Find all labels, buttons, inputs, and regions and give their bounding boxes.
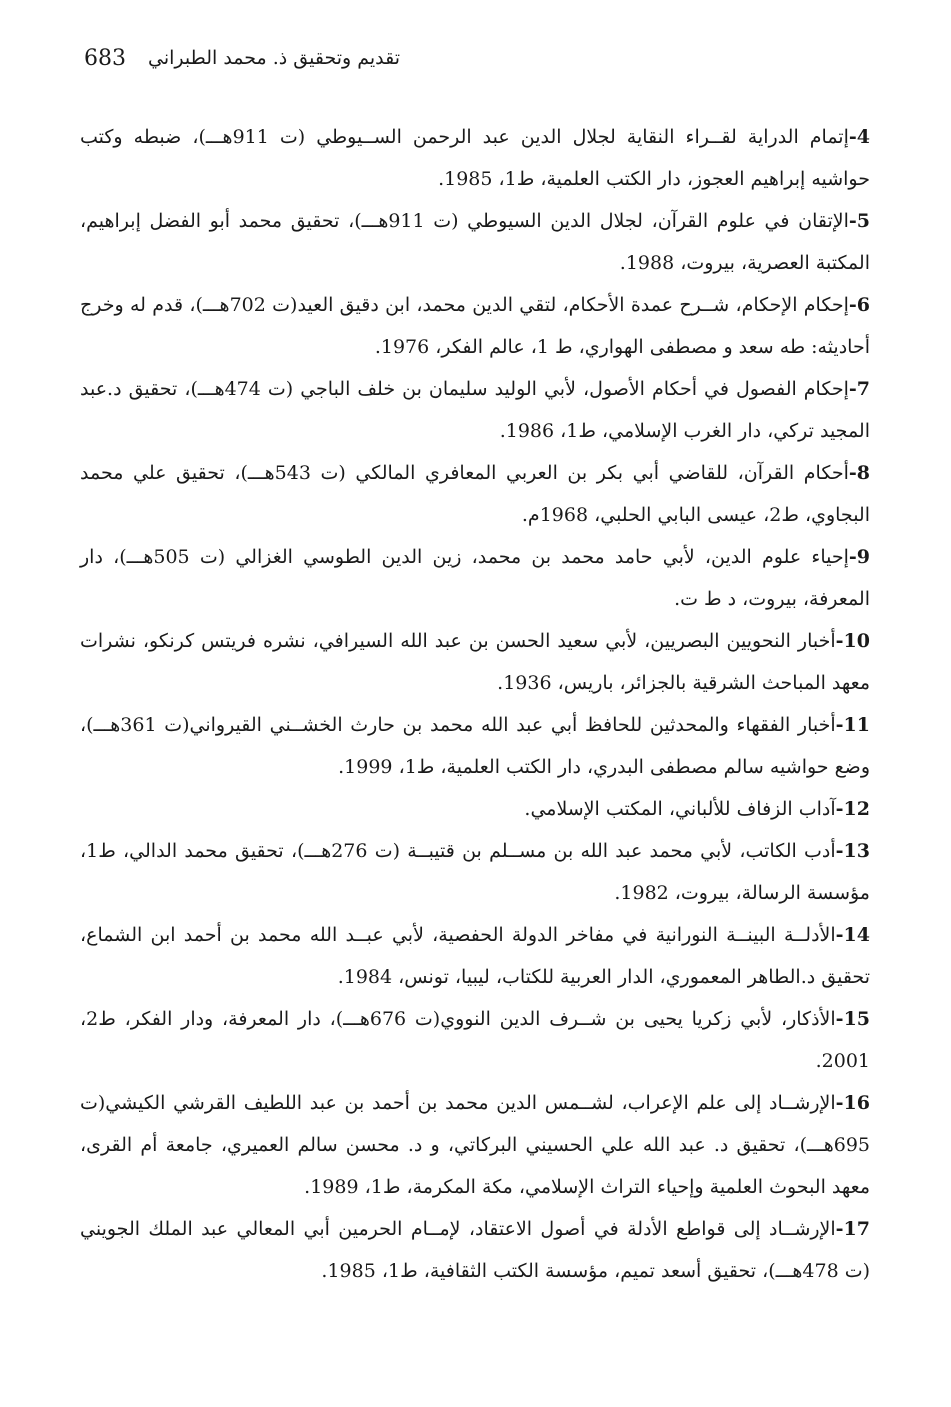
entry-number: 7- xyxy=(848,378,870,400)
bibliography-entry xyxy=(80,830,870,914)
bibliography-entry xyxy=(80,620,870,704)
bibliography-entry xyxy=(80,704,870,788)
page-header xyxy=(84,38,401,78)
bibliography-entry xyxy=(80,368,870,452)
bibliography-entry xyxy=(80,998,870,1082)
entry-text: إحياء علوم الدين، لأبي حامد محمد بن محمد، زين الدين الطوسي الغزالي (ت 505هـــ)، دار المعرفة، بيروت، د ط ت. xyxy=(80,546,870,610)
running-head: تقديم وتحقيق ذ. محمد الطبراني xyxy=(148,47,401,69)
entry-number: 10- xyxy=(835,630,870,652)
entry-number: 15- xyxy=(835,1008,871,1030)
bibliography-entry xyxy=(80,914,870,998)
entry-number: 6- xyxy=(848,294,870,316)
entry-text: الإرشــاد إلى علم الإعراب، لشــمس الدين محمد بن أحمد بن عبد اللطيف القرشي الكيشي(ت 695هـــ)، تحقيق د. عبد الله علي الحسيني البركاتي، و د. محسن سالم العميري، جامعة أم القرى، معهد البحوث العلمية وإحياء التراث الإسلامي، مكة المكرمة، ط1، 1989. xyxy=(80,1092,870,1198)
entry-text: الأذكار، لأبي زكريا يحيى بن شــرف الدين النووي(ت 676هـــ)، دار المعرفة، ودار الفكر، ط2، 2001. xyxy=(80,1008,870,1072)
page-number: 683 xyxy=(84,45,126,71)
bibliography-entry xyxy=(80,788,870,830)
bibliography-entry xyxy=(80,1082,870,1208)
entry-text: أدب الكاتب، لأبي محمد عبد الله بن مســلم بن قتيبــة (ت 276هـــ)، تحقيق محمد الدالي، ط1، مؤسسة الرسالة، بيروت، 1982. xyxy=(80,840,870,904)
bibliography-entry xyxy=(80,116,870,200)
bibliography-entry xyxy=(80,284,870,368)
entry-number: 11- xyxy=(835,714,870,736)
entry-number: 4- xyxy=(848,126,870,148)
entry-text: الإرشــاد إلى قواطع الأدلة في أصول الاعتقاد، لإمــام الحرمين أبي المعالي عبد الملك الجويني (ت 478هـــ)، تحقيق أسعد تميم، مؤسسة الكتب الثقافية، ط1، 1985. xyxy=(80,1218,870,1282)
entry-text: أحكام القرآن، للقاضي أبي بكر بن العربي المعافري المالكي (ت 543هـــ)، تحقيق علي محمد البجاوي، ط2، عيسى البابي الحلبي، 1968م. xyxy=(80,462,870,526)
bibliography-entry xyxy=(80,1208,870,1292)
entry-number: 16- xyxy=(835,1092,870,1114)
entry-number: 13- xyxy=(835,840,870,862)
entry-number: 14- xyxy=(835,924,870,946)
bibliography-entry xyxy=(80,536,870,620)
entry-text: إتمام الدراية لقــراء النقاية لجلال الدين عبد الرحمن الســيوطي (ت 911هـــ)، ضبطه وكتب حواشيه إبراهيم العجوز، دار الكتب العلمية، ط1، 1985. xyxy=(80,126,870,190)
entry-number: 12- xyxy=(835,798,870,820)
entry-text: آداب الزفاف للألباني، المكتب الإسلامي. xyxy=(524,798,836,820)
entry-text: الإتقان في علوم القرآن، لجلال الدين السيوطي (ت 911هـــ)، تحقيق محمد أبو الفضل إبراهيم، المكتبة العصرية، بيروت، 1988. xyxy=(80,210,870,274)
entry-text: الأدلــة البينــة النورانية في مفاخر الدولة الحفصية، لأبي عبــد الله محمد بن أحمد ابن الشماع، تحقيق د.الطاهر المعموري، الدار العربية للكتاب، ليبيا، تونس، 1984. xyxy=(80,924,870,988)
entry-number: 8- xyxy=(848,462,870,484)
bibliography-entry xyxy=(80,200,870,284)
bibliography-list xyxy=(80,116,870,1292)
entry-text: إحكام الفصول في أحكام الأصول، لأبي الوليد سليمان بن خلف الباجي (ت 474هـــ)، تحقيق د.عبد المجيد تركي، دار الغرب الإسلامي، ط1، 1986. xyxy=(80,378,870,442)
entry-text: أخبار النحويين البصريين، لأبي سعيد الحسن بن عبد الله السيرافي، نشره فريتس كرنكو، نشرات معهد المباحث الشرقية بالجزائر، باريس، 1936. xyxy=(80,630,870,694)
entry-number: 5- xyxy=(848,210,870,232)
entry-text: إحكام الإحكام، شــرح عمدة الأحكام، لتقي الدين محمد، ابن دقيق العيد(ت 702هـــ)، قدم له وخرج أحاديثه: طه سعد و مصطفى الهواري، ط 1، عالم الفكر، 1976. xyxy=(80,294,870,358)
bibliography-entry xyxy=(80,452,870,536)
entry-number: 9- xyxy=(848,546,870,568)
entry-number: 17- xyxy=(835,1218,870,1240)
entry-text: أخبار الفقهاء والمحدثين للحافظ أبي عبد الله محمد بن حارث الخشــني القيرواني(ت 361هـــ)، وضع حواشيه سالم مصطفى البدري، دار الكتب العلمية، ط1، 1999. xyxy=(80,714,870,778)
